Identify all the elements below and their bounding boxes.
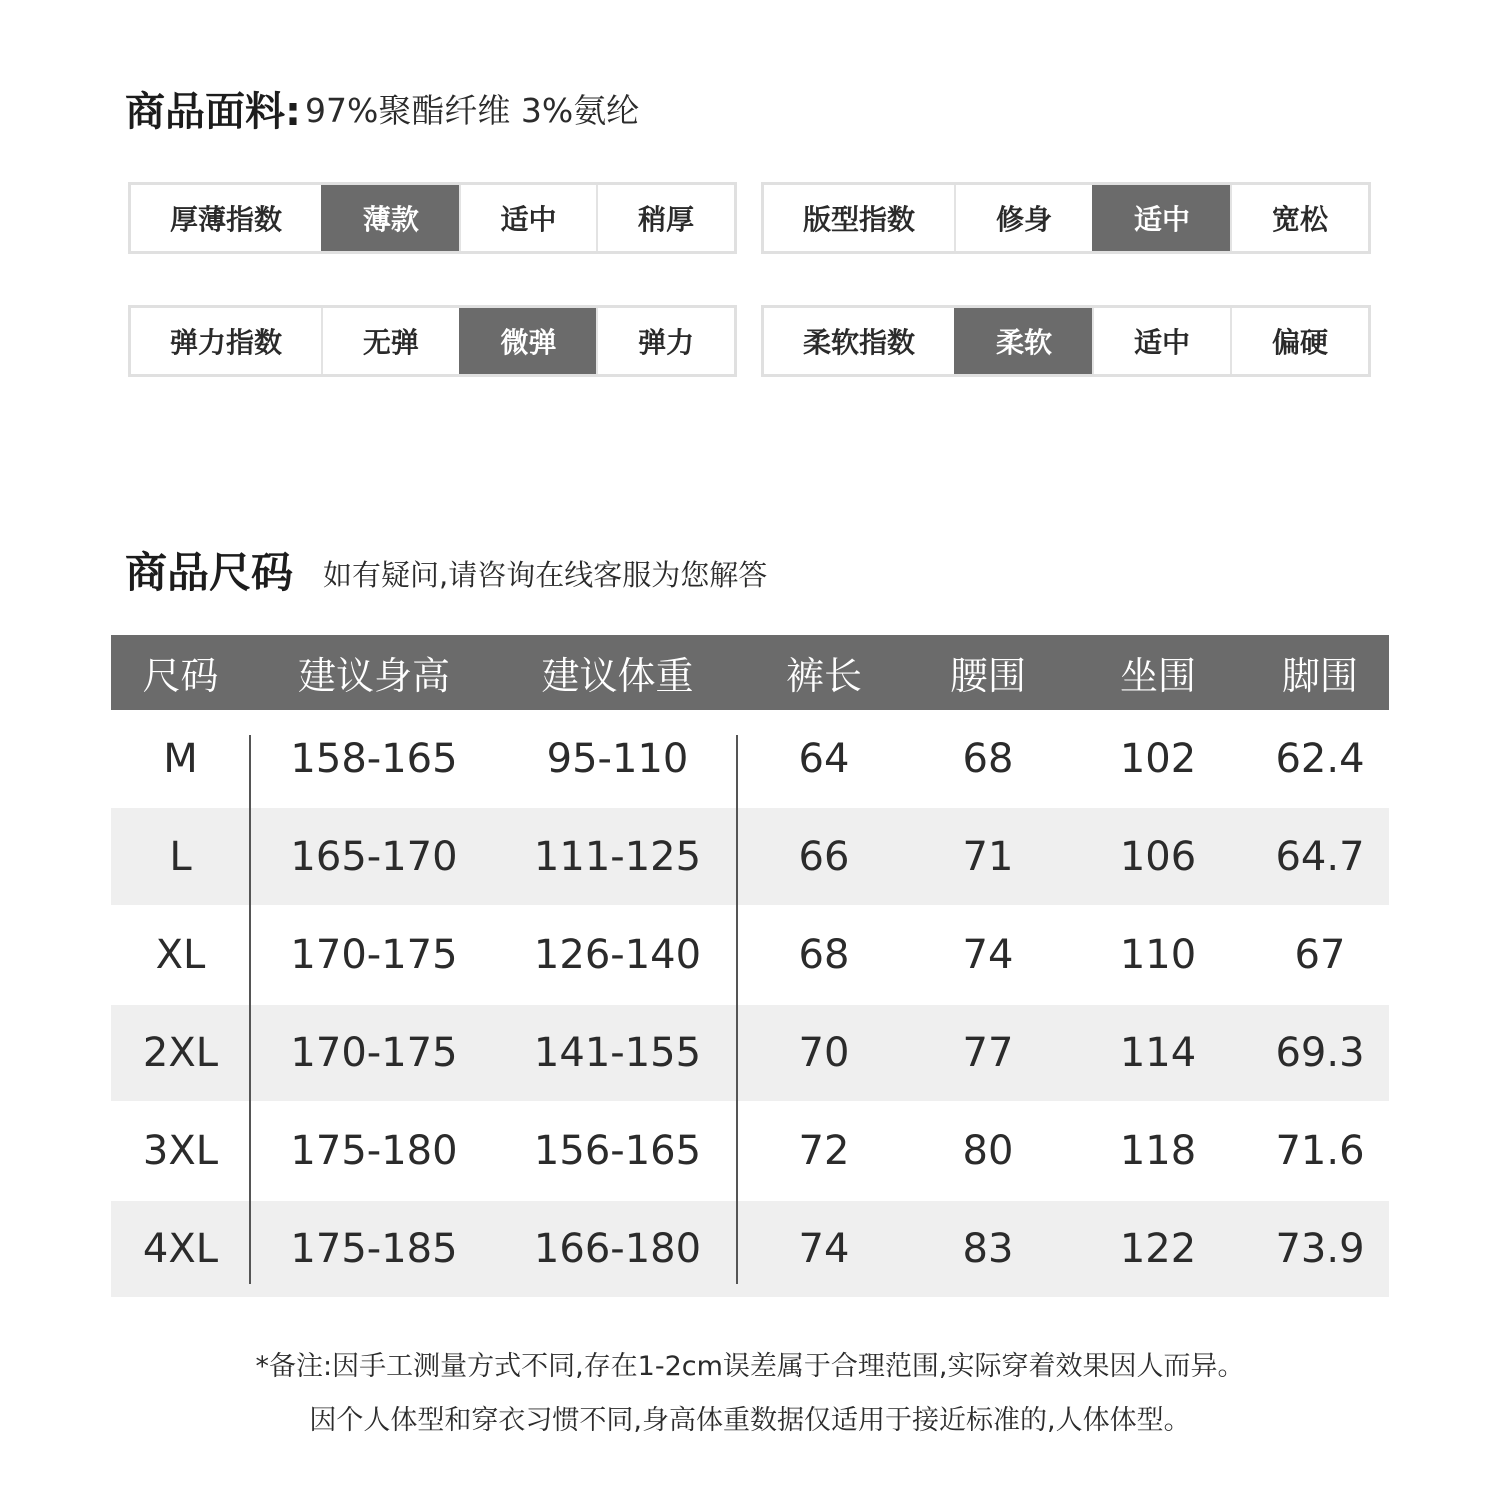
size-heading bbox=[125, 538, 767, 602]
table-cell: 170-175 bbox=[290, 932, 458, 978]
table-row bbox=[111, 710, 1389, 808]
table-cell: 118 bbox=[1119, 1128, 1197, 1174]
table-row bbox=[111, 905, 1389, 1005]
table-cell: 71 bbox=[962, 833, 1014, 880]
table-header-row bbox=[111, 635, 1389, 710]
table-cell: 74 bbox=[962, 932, 1014, 978]
table-cell: 122 bbox=[1119, 1226, 1197, 1272]
index-option: 无弹 bbox=[321, 308, 459, 374]
index-name: 柔软指数 bbox=[802, 326, 915, 359]
column-divider bbox=[736, 735, 738, 1284]
table-cell: 68 bbox=[798, 932, 850, 978]
table-cell: 73.9 bbox=[1275, 1226, 1365, 1272]
table-cell: 4XL bbox=[142, 1226, 219, 1272]
table-cell: 3XL bbox=[142, 1128, 219, 1174]
header-size: 尺码 bbox=[142, 654, 219, 698]
table-cell: M bbox=[163, 736, 198, 782]
table-cell: 95-110 bbox=[546, 736, 689, 782]
note-line: 因个人体型和穿衣习惯不同,身高体重数据仅适用于接近标准的,人体体型。 bbox=[309, 1405, 1191, 1436]
table-row bbox=[111, 1201, 1389, 1297]
table-cell: 114 bbox=[1119, 1030, 1197, 1076]
header-pants-length: 裤长 bbox=[785, 654, 862, 698]
table-cell: 2XL bbox=[142, 1030, 219, 1076]
table-cell: 80 bbox=[962, 1128, 1014, 1174]
index-name: 弹力指数 bbox=[169, 326, 282, 359]
fabric-label: 商品面料: bbox=[125, 88, 301, 135]
index-option: 修身 bbox=[954, 185, 1092, 251]
table-cell: 175-185 bbox=[290, 1226, 458, 1272]
index-option-selected: 适中 bbox=[1092, 185, 1230, 251]
table-cell: 64.7 bbox=[1275, 833, 1365, 880]
header-height: 建议身高 bbox=[297, 654, 450, 698]
table-row bbox=[111, 808, 1389, 905]
header-weight: 建议体重 bbox=[541, 654, 694, 698]
table-cell: 158-165 bbox=[290, 736, 458, 782]
table-cell: 141-155 bbox=[533, 1030, 702, 1076]
elasticity-index bbox=[128, 305, 737, 377]
table-cell: 175-180 bbox=[290, 1128, 458, 1174]
header-hip: 坐围 bbox=[1119, 654, 1196, 698]
table-cell: XL bbox=[155, 932, 206, 978]
size-subtitle: 如有疑问,请咨询在线客服为您解答 bbox=[323, 557, 768, 592]
softness-index bbox=[761, 305, 1371, 377]
table-row bbox=[111, 1101, 1389, 1201]
index-option: 稍厚 bbox=[596, 185, 734, 251]
index-option: 偏硬 bbox=[1230, 308, 1368, 374]
index-option: 适中 bbox=[459, 185, 597, 251]
fabric-line bbox=[125, 78, 639, 138]
table-cell: L bbox=[169, 833, 192, 880]
table-cell: 77 bbox=[962, 1030, 1014, 1076]
size-title: 商品尺码 bbox=[125, 548, 294, 597]
table-cell: 165-170 bbox=[290, 833, 458, 880]
column-divider bbox=[249, 735, 251, 1284]
table-cell: 170-175 bbox=[290, 1030, 458, 1076]
index-option-selected: 柔软 bbox=[954, 308, 1092, 374]
index-option-selected: 薄款 bbox=[321, 185, 459, 251]
table-cell: 67 bbox=[1294, 932, 1346, 978]
table-cell: 64 bbox=[798, 736, 850, 782]
table-cell: 83 bbox=[962, 1226, 1014, 1272]
table-cell: 62.4 bbox=[1275, 736, 1365, 782]
note-line: *备注:因手工测量方式不同,存在1-2cm误差属于合理范围,实际穿着效果因人而异。 bbox=[255, 1351, 1245, 1382]
table-cell: 106 bbox=[1119, 833, 1197, 880]
index-option-selected: 微弹 bbox=[459, 308, 597, 374]
table-cell: 66 bbox=[798, 833, 850, 880]
table-cell: 166-180 bbox=[533, 1226, 702, 1272]
table-cell: 126-140 bbox=[533, 932, 702, 978]
index-name: 厚薄指数 bbox=[169, 203, 282, 236]
table-cell: 110 bbox=[1119, 932, 1197, 978]
index-option: 弹力 bbox=[596, 308, 734, 374]
table-cell: 70 bbox=[798, 1030, 850, 1076]
table-row bbox=[111, 1005, 1389, 1101]
index-option: 适中 bbox=[1092, 308, 1230, 374]
index-option: 宽松 bbox=[1230, 185, 1368, 251]
table-cell: 72 bbox=[798, 1128, 850, 1174]
table-cell: 69.3 bbox=[1275, 1030, 1365, 1076]
index-name: 版型指数 bbox=[802, 203, 915, 236]
thickness-index bbox=[128, 182, 737, 254]
fabric-value: 97%聚酯纤维 3%氨纶 bbox=[305, 90, 640, 130]
header-leg-opening: 脚围 bbox=[1281, 654, 1358, 698]
table-cell: 68 bbox=[962, 736, 1014, 782]
header-waist: 腰围 bbox=[949, 654, 1026, 698]
size-table bbox=[111, 635, 1389, 1297]
table-cell: 111-125 bbox=[533, 833, 702, 880]
table-cell: 71.6 bbox=[1275, 1128, 1365, 1174]
table-cell: 156-165 bbox=[533, 1128, 702, 1174]
fit-index bbox=[761, 182, 1371, 254]
table-cell: 102 bbox=[1119, 736, 1197, 782]
table-cell: 74 bbox=[798, 1226, 850, 1272]
